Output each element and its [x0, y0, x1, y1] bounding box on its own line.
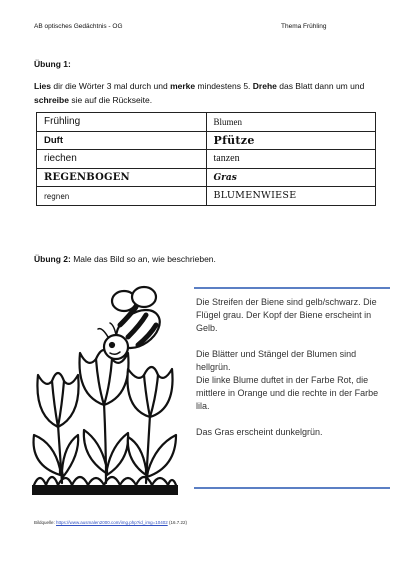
exercise-1-instruction — [34, 79, 379, 107]
word: BLUMENWIESE — [213, 190, 297, 202]
exercise-2-instruction: Male das Bild so an, wie beschrieben. — [70, 254, 216, 264]
description-paragraph: Das Gras erscheint dunkelgrün. — [196, 427, 323, 437]
keyword-schreibe: schreibe — [34, 95, 69, 105]
keyword-lies: Lies — [34, 81, 52, 91]
instruction-text: das Blatt dann um und — [276, 81, 365, 91]
exercise-2-label: Übung 2: — [34, 254, 71, 264]
word: regnen — [44, 191, 70, 201]
table-row — [37, 150, 376, 169]
table-row — [37, 187, 376, 206]
table-row — [37, 113, 376, 132]
word-cell — [206, 187, 376, 206]
description-bottom-bar — [194, 487, 390, 489]
word-cell — [37, 113, 207, 132]
image-source-link[interactable]: https://www.ausmalen2000.com/img.php?id_img=10402 — [56, 520, 168, 525]
word-cell — [37, 131, 207, 150]
word: Frühling — [44, 116, 81, 128]
header-right: Thema Frühling — [281, 23, 327, 30]
bee-and-tulips-icon — [20, 285, 190, 505]
instruction-text: dir die Wörter 3 mal durch und — [51, 81, 171, 91]
instruction-text: sie auf die Rückseite. — [68, 95, 153, 105]
word: REGENBOGEN — [44, 171, 130, 183]
exercise-2-title — [34, 254, 216, 264]
word: tanzen — [213, 153, 240, 165]
footnote-prefix: Bildquelle: — [34, 520, 57, 525]
table-row — [37, 168, 376, 187]
word: Gras — [213, 172, 237, 183]
table-row — [37, 131, 376, 150]
word: Duft — [44, 134, 63, 146]
word-cell — [206, 150, 376, 169]
word-cell — [37, 150, 207, 169]
exercise-1-title — [34, 59, 71, 69]
word-table — [36, 112, 376, 206]
word-cell — [206, 131, 376, 150]
footnote-date: (16.7.22) — [167, 520, 187, 525]
word-cell — [37, 187, 207, 206]
keyword-drehe: Drehe — [252, 81, 277, 91]
instruction-text: mindestens 5. — [195, 81, 253, 91]
word-cell — [206, 113, 376, 132]
exercise-1-label: Übung 1: — [34, 59, 71, 69]
description-paragraph: Die linke Blume duftet in der Farbe Rot, die mittlere in Orange und die rechte in der Farbe lila. — [196, 375, 379, 411]
coloring-description — [196, 296, 386, 452]
word-cell — [206, 168, 376, 187]
keyword-merke: merke — [170, 81, 196, 91]
description-paragraph: Die Blätter und Stängel der Blumen sind hellgrün. — [196, 349, 357, 372]
description-top-bar — [194, 287, 390, 289]
header-left: AB optisches Gedächtnis - OG — [34, 23, 123, 30]
word: riechen — [44, 153, 77, 165]
word: Blumen — [213, 116, 242, 127]
description-paragraph: Die Streifen der Biene sind gelb/schwarz. Die Flügel grau. Der Kopf der Biene erscheint in Gelb. — [196, 297, 377, 333]
image-source-footnote — [34, 520, 187, 525]
word: Pfütze — [213, 133, 255, 147]
word-cell — [37, 168, 207, 187]
